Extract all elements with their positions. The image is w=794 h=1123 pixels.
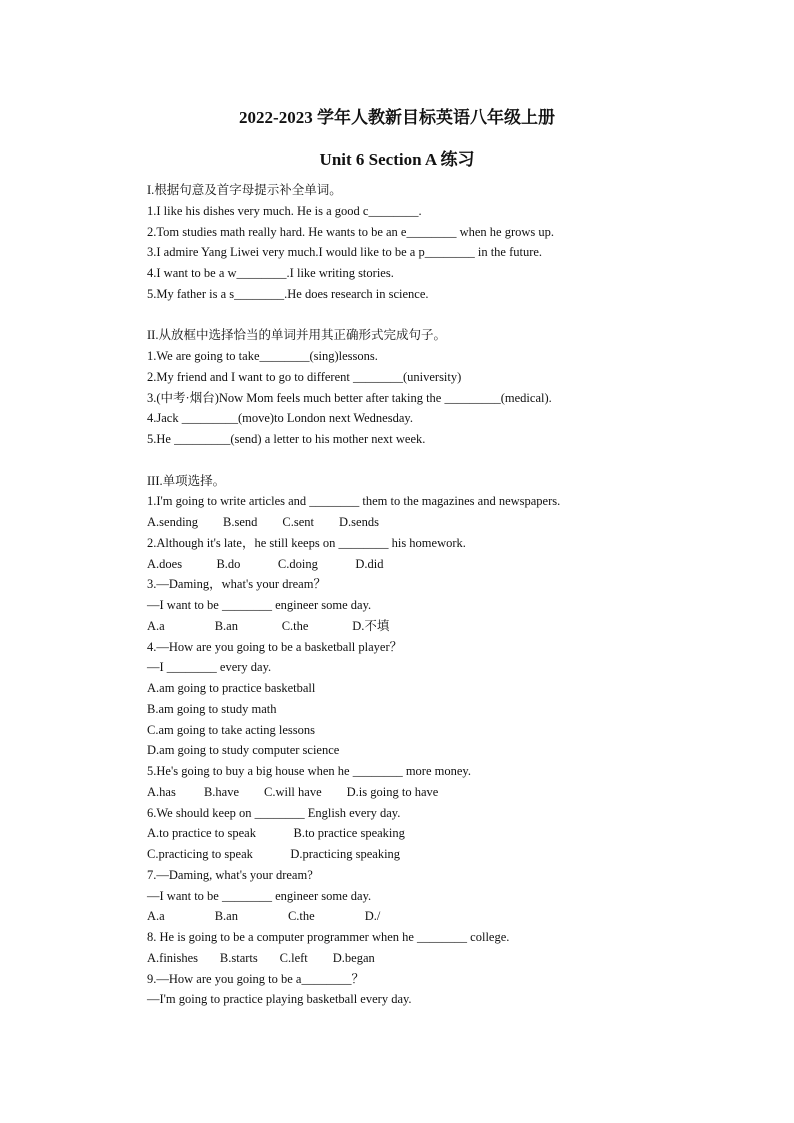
section-word-forms <box>147 325 767 450</box>
options-line: C.am going to take acting lessons <box>147 722 316 737</box>
section-heading: III.单项选择。 <box>147 473 226 488</box>
section-multiple-choice <box>147 471 767 1011</box>
question-line: 4.—How are you going to be a basketball player？ <box>147 639 403 654</box>
question-line: —I'm going to practice playing basketball every day. <box>147 992 412 1007</box>
question-line: 7.—Daming, what's your dream? <box>147 867 313 882</box>
question-line: 3.—Daming，what's your dream？ <box>147 577 326 592</box>
question-line: 5.My father is a s________.He does research in science. <box>147 286 429 301</box>
question-line: 2.Tom studies math really hard. He wants to be an e________ when he grows up. <box>147 224 555 239</box>
question-line: 8. He is going to be a computer programmer when he ________ college. <box>147 930 510 944</box>
question-line: 9.—How are you going to be a________？ <box>147 971 364 986</box>
question-line: 1.We are going to take________(sing)lessons. <box>147 349 378 363</box>
options-line: A.a B.an C.the D./ <box>147 909 381 924</box>
question-line: 5.He's going to buy a big house when he ________ more money. <box>147 764 471 778</box>
question-line: 4.I want to be a w________.I like writing stories. <box>147 266 394 280</box>
question-line: —I want to be ________ engineer some day. <box>147 888 372 903</box>
question-line: —I ________ every day. <box>147 660 272 675</box>
options-line: A.a B.an C.the D.不填 <box>147 618 390 633</box>
section-gap <box>147 305 767 326</box>
options-line: A.finishes B.starts C.left D.began <box>147 950 375 965</box>
section-heading: I.根据句意及首字母提示补全单词。 <box>147 183 342 197</box>
options-line: B.am going to study math <box>147 701 277 716</box>
options-line: D.am going to study computer science <box>147 743 340 758</box>
options-line: A.am going to practice basketball <box>147 681 316 695</box>
options-line: A.does B.do C.doing D.did <box>147 556 384 571</box>
question-line: 2.My friend and I want to go to different ________(university) <box>147 369 462 384</box>
document-title: 2022-2023 学年人教新目标英语八年级上册 <box>239 108 555 127</box>
section-heading: II.从放框中选择恰当的单词并用其正确形式完成句子。 <box>147 328 446 343</box>
question-line: 3.(中考·烟台)Now Mom feels much better after taking the _________(medical). <box>147 390 552 405</box>
options-line: A.has B.have C.will have D.is going to have <box>147 784 439 799</box>
options-line: A.sending B.send C.sent D.sends <box>147 515 379 529</box>
question-line: 1.I'm going to write articles and ________ them to the magazines and newspapers. <box>147 494 561 509</box>
question-line: 3.I admire Yang Liwei very much.I would like to be a p________ in the future. <box>147 245 543 260</box>
document-subtitle: Unit 6 Section A 练习 <box>319 150 475 169</box>
options-line: A.to practice to speak B.to practice speaking <box>147 826 405 841</box>
question-line: 5.He _________(send) a letter to his mother next week. <box>147 432 426 446</box>
section-gap <box>147 450 767 471</box>
question-line: 6.We should keep on ________ English every day. <box>147 805 401 820</box>
exercise-content <box>147 180 767 1010</box>
section-vocabulary <box>147 180 767 305</box>
question-line: 2.Although it's late，he still keeps on ________ his homework. <box>147 535 466 550</box>
question-line: 1.I like his dishes very much. He is a good c________. <box>147 203 422 218</box>
question-line: 4.Jack _________(move)to London next Wednesday. <box>147 411 413 426</box>
question-line: —I want to be ________ engineer some day. <box>147 598 372 612</box>
options-line: C.practicing to speak D.practicing speaking <box>147 847 401 861</box>
